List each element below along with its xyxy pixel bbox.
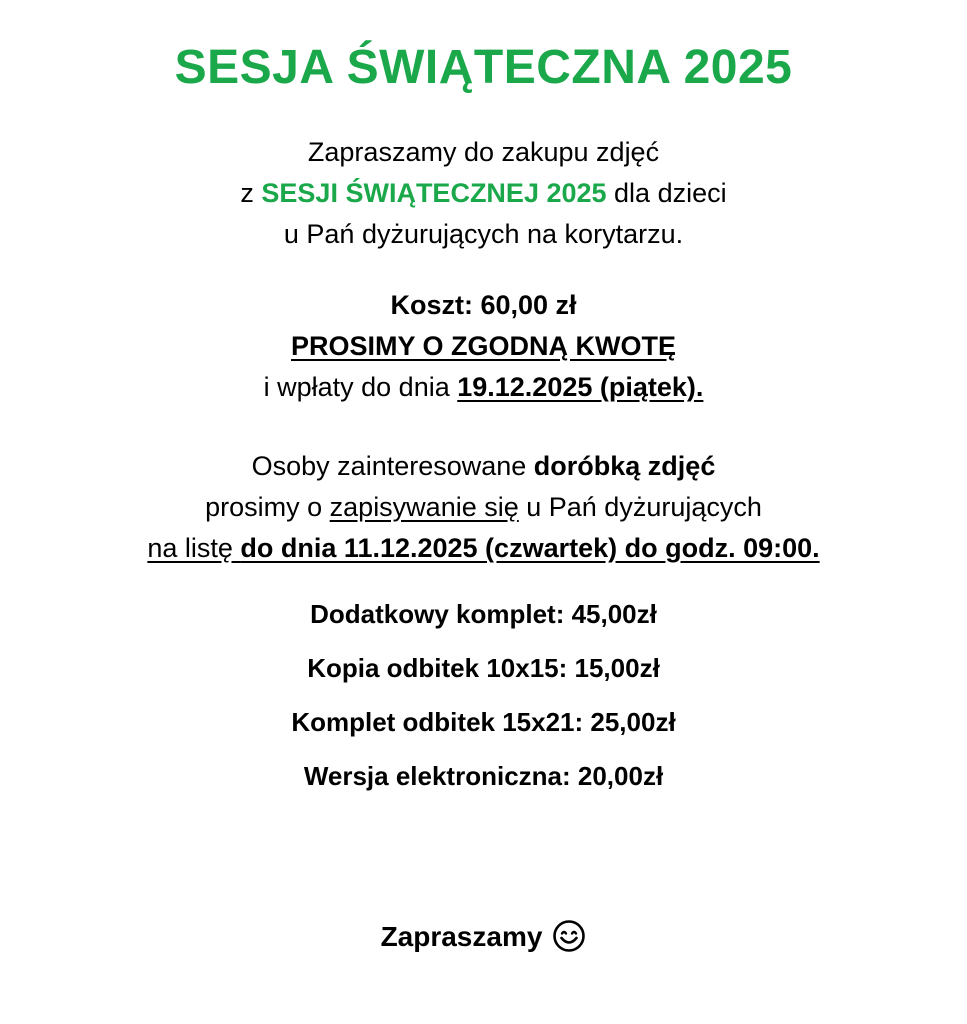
closing-text: Zapraszamy xyxy=(380,921,543,952)
payment-deadline xyxy=(0,367,967,408)
session-name-highlight: SESJI ŚWIĄTECZNEJ 2025 xyxy=(261,178,607,208)
page-title: SESJA ŚWIĄTECZNA 2025 xyxy=(174,41,793,94)
smiley-face-icon xyxy=(552,919,586,953)
price-item-extra-set: Dodatkowy komplet: 45,00zł xyxy=(310,599,657,629)
intro-line-1: Zapraszamy do zakupu zdjęć xyxy=(307,137,660,167)
intro-line-2 xyxy=(0,173,967,214)
cost-paragraph xyxy=(0,285,967,408)
extra-line-2 xyxy=(0,487,967,528)
price-item-15x21: Komplet odbitek 15x21: 25,00zł xyxy=(291,707,676,737)
extra-line-3-prefix: na listę xyxy=(147,533,241,563)
intro-line-2-prefix: z xyxy=(240,178,262,208)
price-list xyxy=(0,592,967,808)
extra-prints-paragraph xyxy=(0,446,967,569)
closing-line xyxy=(0,915,967,959)
intro-line-3: u Pań dyżurujących na korytarzu. xyxy=(283,219,684,249)
extra-prints-bold: doróbką zdjęć xyxy=(533,451,716,481)
extra-line-1-prefix: Osoby zainteresowane xyxy=(251,451,534,481)
signup-underline: zapisywanie się xyxy=(329,492,519,522)
price-item-10x15: Kopia odbitek 10x15: 15,00zł xyxy=(307,653,660,683)
exact-amount-notice: PROSIMY O ZGODNĄ KWOTĘ xyxy=(290,331,676,361)
cost-label: Koszt: 60,00 zł xyxy=(390,290,577,320)
price-item-digital: Wersja elektroniczna: 20,00zł xyxy=(303,761,664,791)
extra-line-1 xyxy=(0,446,967,487)
extra-line-2-suffix: u Pań dyżurujących xyxy=(518,492,762,522)
payment-deadline-date: 19.12.2025 (piątek). xyxy=(457,372,704,402)
extra-line-3 xyxy=(0,528,967,569)
intro-paragraph xyxy=(0,132,967,255)
payment-deadline-prefix: i wpłaty do dnia xyxy=(263,372,458,402)
signup-deadline: do dnia 11.12.2025 (czwartek) do godz. 09:00. xyxy=(240,533,820,563)
extra-line-2-prefix: prosimy o xyxy=(205,492,330,522)
intro-line-2-suffix: dla dzieci xyxy=(606,178,727,208)
